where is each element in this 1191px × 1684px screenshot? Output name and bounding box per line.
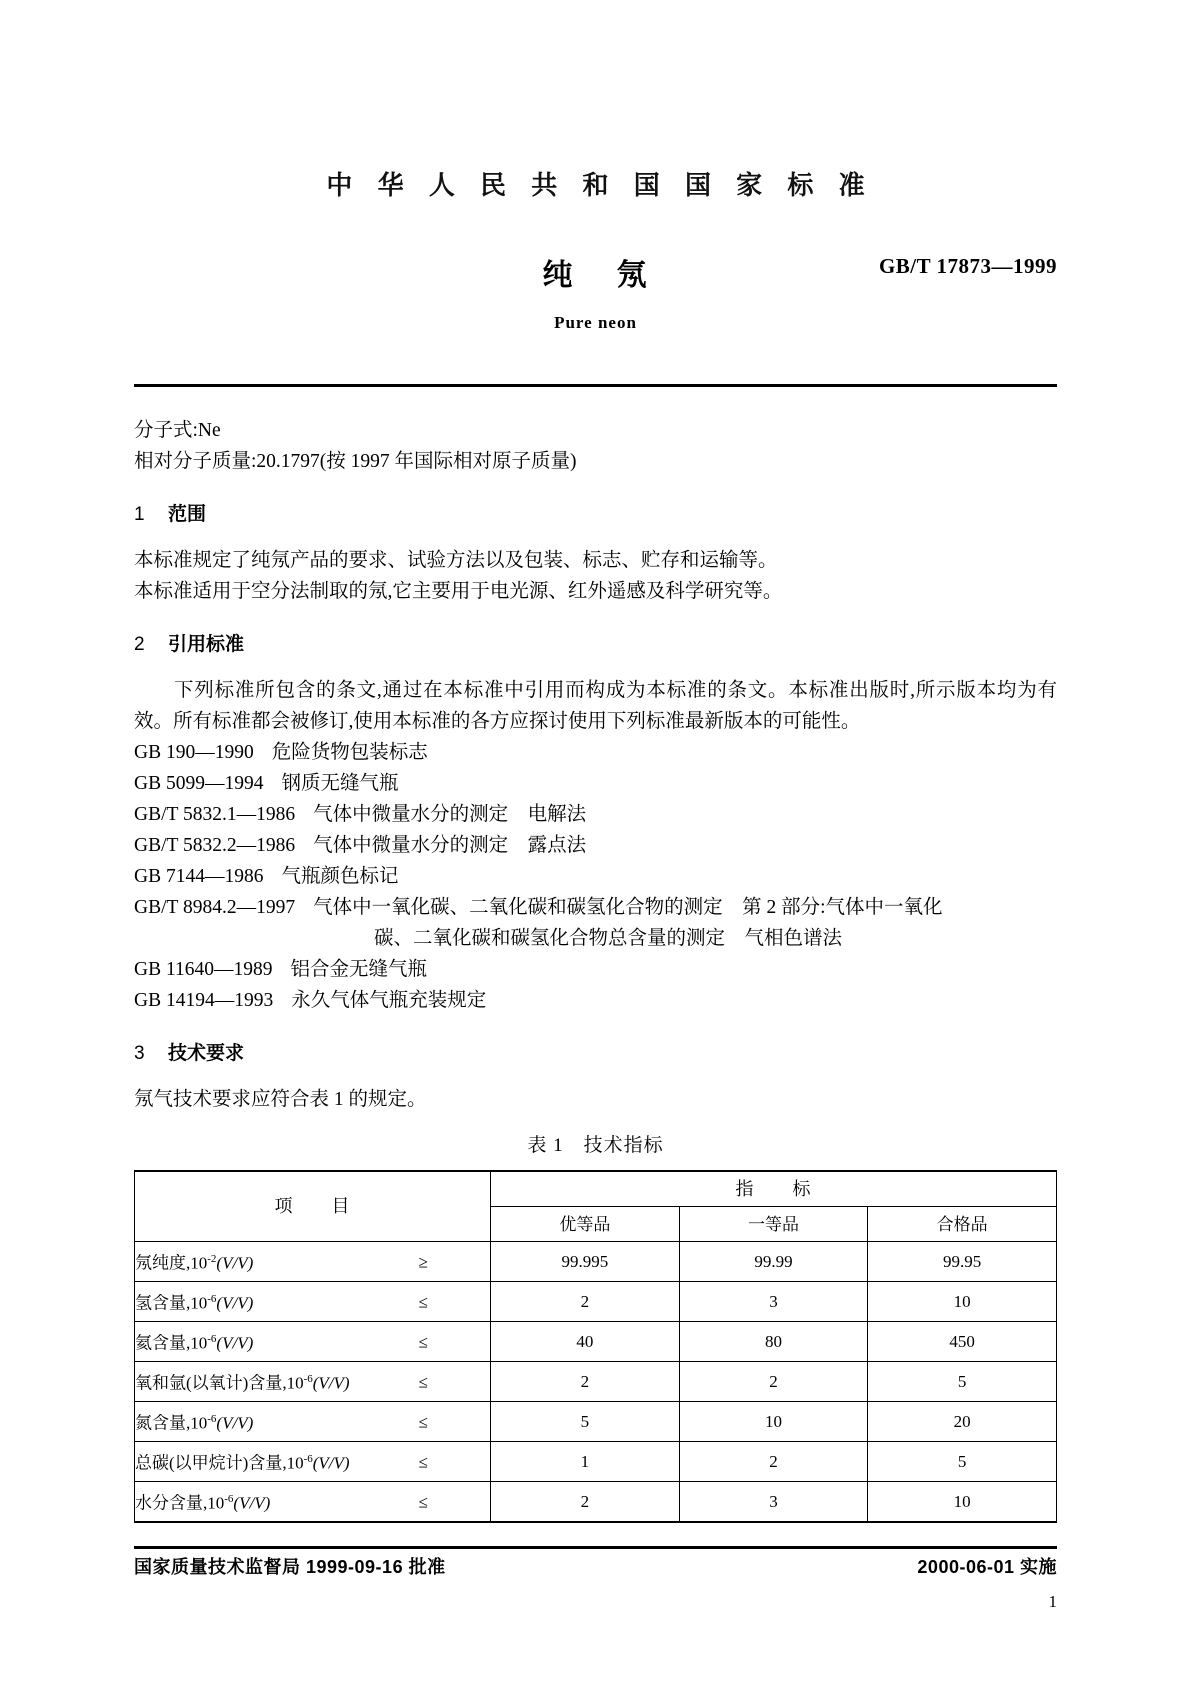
table-row-label xyxy=(135,1322,491,1362)
table-row xyxy=(135,1442,1057,1482)
reference-code: GB 190—1990 xyxy=(134,742,254,763)
normative-reference-list xyxy=(134,737,1057,1016)
row-label-unit: (V/V) xyxy=(233,1493,271,1513)
reference-item xyxy=(134,799,1057,830)
technical-index-table xyxy=(134,1170,1057,1523)
table-row-label xyxy=(135,1242,491,1282)
page-footer xyxy=(134,1553,1057,1583)
reference-spacer xyxy=(263,861,281,892)
table-cell-value: 80 xyxy=(679,1322,868,1362)
table-header-index-label: 指 标 xyxy=(735,1178,812,1199)
clause-3-para-1: 氖气技术要求应符合表 1 的规定。 xyxy=(134,1089,427,1110)
footer-effective: 2000-06-01 实施 xyxy=(917,1557,1057,1577)
row-label-exponent: -2 xyxy=(207,1253,217,1266)
masthead xyxy=(0,165,1191,202)
table-cell-value: 2 xyxy=(679,1442,868,1482)
table-row xyxy=(135,1322,1057,1362)
page-number: 1 xyxy=(1048,1592,1057,1611)
row-label-exponent: -6 xyxy=(303,1373,313,1386)
row-operator: ≤ xyxy=(418,1332,428,1351)
english-title: Pure neon xyxy=(554,313,637,332)
table-cell-value: 10 xyxy=(868,1482,1057,1523)
table-cell-value: 10 xyxy=(868,1282,1057,1322)
reference-item xyxy=(134,861,1057,892)
row-label-unit: (V/V) xyxy=(216,1333,254,1353)
row-operator: ≤ xyxy=(418,1492,428,1511)
row-label-unit: (V/V) xyxy=(216,1253,254,1273)
standard-number: GB/T 17873—1999 xyxy=(878,254,1057,278)
row-label-unit: (V/V) xyxy=(216,1413,254,1433)
reference-code: GB 11640—1989 xyxy=(134,959,273,980)
reference-spacer xyxy=(254,737,272,768)
table-grade-header: 合格品 xyxy=(868,1207,1057,1242)
table-grade-header: 优等品 xyxy=(491,1207,680,1242)
row-label-unit: (V/V) xyxy=(312,1373,350,1393)
title-row xyxy=(0,250,1191,294)
reference-title: 铝合金无缝气瓶 xyxy=(290,959,428,980)
table-body xyxy=(135,1242,1057,1523)
clause-1-heading xyxy=(134,499,1057,530)
reference-title: 气体中一氧化碳、二氧化碳和碳氢化合物的测定 第 2 部分:气体中一氧化 xyxy=(313,897,943,918)
reference-code: GB 5099—1994 xyxy=(134,773,264,794)
reference-title: 气体中微量水分的测定 露点法 xyxy=(313,835,587,856)
title-part-1: 纯 xyxy=(542,259,575,292)
row-label-exponent: -6 xyxy=(207,1293,217,1306)
table-row xyxy=(135,1482,1057,1523)
clause-1-number: 1 xyxy=(134,504,145,525)
clause-1-para-1: 本标准规定了纯氖产品的要求、试验方法以及包装、标志、贮存和运输等。 xyxy=(134,550,778,571)
reference-item xyxy=(134,768,1057,799)
row-operator: ≤ xyxy=(418,1412,428,1431)
molecular-formula: 分子式:Ne xyxy=(134,420,221,441)
reference-continuation: 碳、二氧化碳和碳氢化合物总含量的测定 气相色谱法 xyxy=(374,928,843,949)
table-row xyxy=(135,1282,1057,1322)
table-header-index xyxy=(491,1171,1057,1207)
document-body xyxy=(134,400,1057,1523)
table-cell-value: 20 xyxy=(868,1402,1057,1442)
row-label-unit: (V/V) xyxy=(312,1453,350,1473)
table-row xyxy=(135,1402,1057,1442)
header-divider xyxy=(134,384,1057,387)
reference-item xyxy=(134,737,1057,768)
clause-2-number: 2 xyxy=(134,634,145,655)
reference-spacer xyxy=(295,892,313,923)
clause-3-heading xyxy=(134,1038,1057,1069)
reference-code: GB 14194—1993 xyxy=(134,990,274,1011)
row-operator: ≤ xyxy=(418,1372,428,1391)
table-cell-value: 450 xyxy=(868,1322,1057,1362)
reference-title: 钢质无缝气瓶 xyxy=(281,773,399,794)
row-label-prefix: 氦含量,10 xyxy=(135,1333,208,1353)
row-label-prefix: 氢含量,10 xyxy=(135,1293,208,1313)
reference-spacer xyxy=(295,830,313,861)
table-cell-value: 2 xyxy=(491,1482,680,1523)
table-grade-header: 一等品 xyxy=(679,1207,868,1242)
reference-spacer xyxy=(295,799,313,830)
reference-title: 气瓶颜色标记 xyxy=(281,866,399,887)
reference-item xyxy=(134,892,1057,923)
table-cell-value: 2 xyxy=(491,1282,680,1322)
table-cell-value: 2 xyxy=(679,1362,868,1402)
clause-1-title: 范围 xyxy=(168,504,207,525)
table-header-item xyxy=(135,1171,491,1242)
reference-title: 气体中微量水分的测定 电解法 xyxy=(313,804,587,825)
reference-code: GB/T 5832.2—1986 xyxy=(134,835,296,856)
footer-divider xyxy=(134,1546,1057,1549)
table-cell-value: 5 xyxy=(868,1362,1057,1402)
table-cell-value: 2 xyxy=(491,1362,680,1402)
reference-item xyxy=(134,985,1057,1016)
row-label-prefix: 氖纯度,10 xyxy=(135,1253,208,1273)
row-label-prefix: 氮含量,10 xyxy=(135,1413,208,1433)
table-caption: 表 1 技术指标 xyxy=(527,1135,664,1156)
reference-code: GB/T 5832.1—1986 xyxy=(134,804,296,825)
row-label-unit: (V/V) xyxy=(216,1293,254,1313)
clause-2-title: 引用标准 xyxy=(168,634,245,655)
table-cell-value: 5 xyxy=(868,1442,1057,1482)
clause-1-para-2: 本标准适用于空分法制取的氖,它主要用于电光源、红外遥感及科学研究等。 xyxy=(134,581,783,602)
row-label-exponent: -6 xyxy=(303,1453,313,1466)
reference-title: 永久气体气瓶充装规定 xyxy=(291,990,487,1011)
clause-3-title: 技术要求 xyxy=(168,1043,245,1064)
table-cell-value: 99.99 xyxy=(679,1242,868,1282)
reference-code: GB 7144—1986 xyxy=(134,866,264,887)
table-cell-value: 1 xyxy=(491,1442,680,1482)
title-part-2: 氖 xyxy=(616,259,649,292)
reference-spacer xyxy=(273,954,291,985)
table-row-label xyxy=(135,1282,491,1322)
table-row-label xyxy=(135,1402,491,1442)
clause-2-intro: 下列标准所包含的条文,通过在本标准中引用而构成为本标准的条文。本标准出版时,所示版本均为有效。所有标准都会被修订,使用本标准的各方应探讨使用下列标准最新版本的可能性。 xyxy=(134,680,1057,732)
reference-spacer xyxy=(263,768,281,799)
table-cell-value: 40 xyxy=(491,1322,680,1362)
table-row-label xyxy=(135,1482,491,1523)
national-standard-heading: 中 华 人 民 共 和 国 国 家 标 准 xyxy=(326,170,874,200)
table-cell-value: 99.95 xyxy=(868,1242,1057,1282)
table-row-label xyxy=(135,1442,491,1482)
row-label-exponent: -6 xyxy=(207,1413,217,1426)
table-cell-value: 10 xyxy=(679,1402,868,1442)
reference-title: 危险货物包装标志 xyxy=(271,742,428,763)
table-cell-value: 3 xyxy=(679,1282,868,1322)
footer-approval: 国家质量技术监督局 1999-09-16 批准 xyxy=(134,1557,446,1577)
reference-spacer xyxy=(273,985,291,1016)
reference-item xyxy=(134,954,1057,985)
table-cell-value: 5 xyxy=(491,1402,680,1442)
row-label-exponent: -6 xyxy=(224,1493,234,1506)
row-label-prefix: 水分含量,10 xyxy=(135,1493,225,1513)
clause-3-number: 3 xyxy=(134,1043,145,1064)
clause-2-heading xyxy=(134,629,1057,660)
row-label-prefix: 总碳(以甲烷计)含量,10 xyxy=(135,1453,304,1473)
table-cell-value: 3 xyxy=(679,1482,868,1523)
table-header-row-1 xyxy=(135,1171,1057,1207)
table-header-item-label: 项 目 xyxy=(274,1196,351,1216)
row-operator: ≥ xyxy=(418,1252,428,1271)
relative-molecular-mass: 相对分子质量:20.1797(按 1997 年国际相对原子质量) xyxy=(134,451,577,472)
reference-item xyxy=(134,830,1057,861)
row-operator: ≤ xyxy=(418,1452,428,1471)
table-row-label xyxy=(135,1362,491,1402)
table-row xyxy=(135,1242,1057,1282)
table-cell-value: 99.995 xyxy=(491,1242,680,1282)
row-label-prefix: 氧和氩(以氧计)含量,10 xyxy=(135,1373,304,1393)
row-label-exponent: -6 xyxy=(207,1333,217,1346)
reference-code: GB/T 8984.2—1997 xyxy=(134,897,296,918)
table-row xyxy=(135,1362,1057,1402)
row-operator: ≤ xyxy=(418,1292,428,1311)
